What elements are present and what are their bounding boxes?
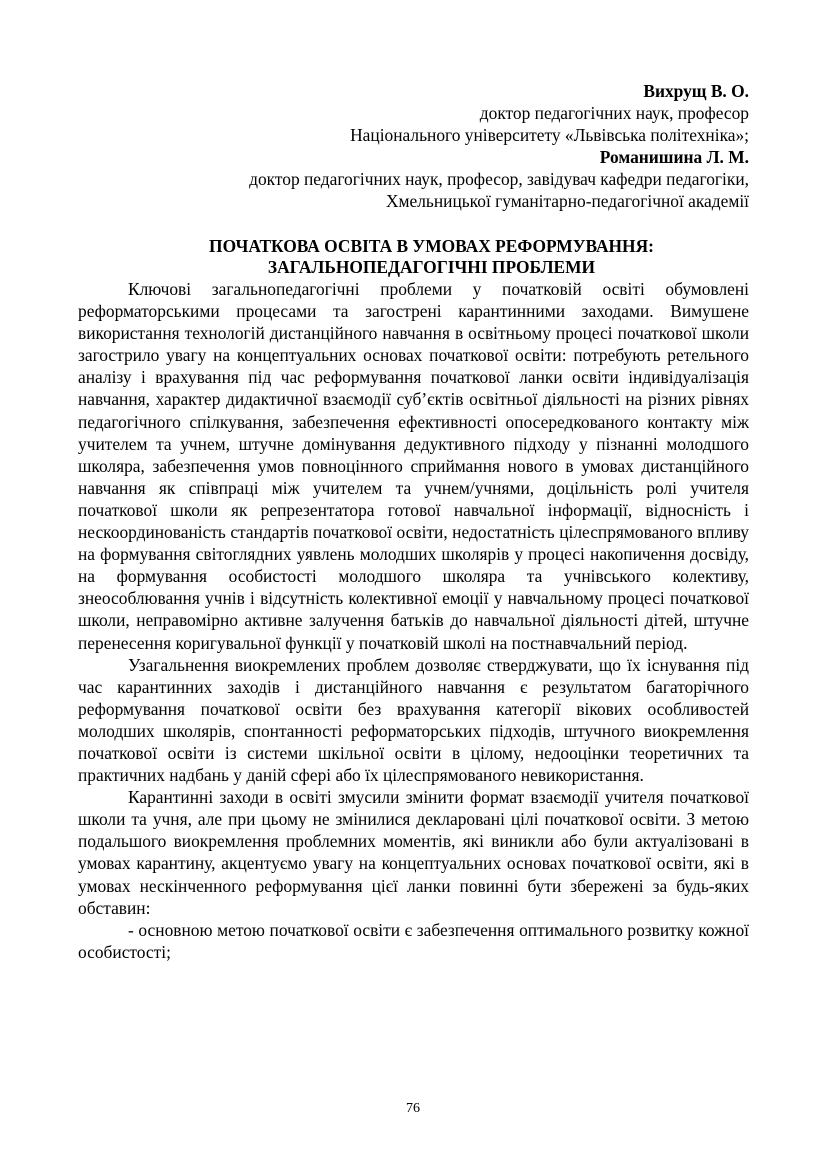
body-paragraph: Узагальнення виокремлених проблем дозволяє стверджувати, що їх існування під час карантинних заходів і дистанційного навчання є результатом багаторічного реформування початкової освіти без врахування категорії вікових особливостей молодших школярів, спонтанності реформаторських підходів, штучного виокремлення початкової освіти із системи шкільної освіти в цілому, недооцінки теоретичних та практичних надбань у даній сфері або їх цілеспрямованого невикористання. xyxy=(78,654,749,786)
author-affiliation: Національного університету «Львівська політехніка»; xyxy=(350,125,749,145)
author-name: Вихрущ В. О. xyxy=(643,81,749,101)
author-block xyxy=(78,80,749,212)
article-title xyxy=(78,236,749,278)
author-name: Романишина Л. М. xyxy=(599,147,749,167)
page-number: 76 xyxy=(406,1101,420,1116)
title-line: ПОЧАТКОВА ОСВІТА В УМОВАХ РЕФОРМУВАННЯ: xyxy=(209,236,654,256)
author-affiliation: доктор педагогічних наук, професор, завідувач кафедри педагогіки, xyxy=(249,169,749,189)
title-line: ЗАГАЛЬНОПЕДАГОГІЧНІ ПРОБЛЕМИ xyxy=(267,257,596,277)
list-item: - основною метою початкової освіти є забезпечення оптимального розвитку кожної особистості; xyxy=(78,919,749,962)
author-affiliation: доктор педагогічних наук, професор xyxy=(479,103,749,123)
body-paragraph: Ключові загальнопедагогічні проблеми у початковій освіті обумовлені реформаторськими процесами та загострені карантинними заходами. Вимушене використання технологій дистанційного навчання в освітньому процесі початкової школи загострило увагу на концептуальних основах початкової освіти: потребують ретельного аналізу і врахування під час реформування початкової ланки освіти індивідуалізація навчання, характер дидактичної взаємодії суб’єктів освітньої діяльності на різних рівнях педагогічного спілкування, забезпечення ефективності опосередкованого контакту між учителем та учнем, штучне домінування дедуктивного підходу у пізнанні молодшого школяра, забезпечення умов повноцінного сприймання нового в умовах дистанційного навчання як співпраці між учителем та учнем/учнями, доцільність ролі учителя початкової школи як репрезентатора готової навчальної інформації, відносність і нескоординованість стандартів початкової освіти, недостатність цілеспрямованого впливу на формування світоглядних уявлень молодших школярів у процесі накопичення досвіду, на формування особистості молодшого школяра та учнівського колективу, знеособлювання учнів і відсутність колективної емоції у навчальному процесі початкової школи, неправомірно активне залучення батьків до навчальної діяльності дітей, штучне перенесення коригувальної функції у початковій школі на постнавчальний період. xyxy=(78,279,749,653)
author-affiliation: Хмельницької гуманітарно-педагогічної академії xyxy=(385,191,749,211)
body-paragraph: Карантинні заходи в освіті змусили змінити формат взаємодії учителя початкової школи та учня, але при цьому не змінилися декларовані цілі початкової освіти. З метою подальшого виокремлення проблемних моментів, які виникли або були актуалізовані в умовах карантину, акцентуємо увагу на концептуальних основах початкової освіти, які в умовах нескінченного реформування цієї ланки повинні бути збережені за будь-яких обставин: xyxy=(78,787,749,918)
document-page xyxy=(78,80,749,963)
